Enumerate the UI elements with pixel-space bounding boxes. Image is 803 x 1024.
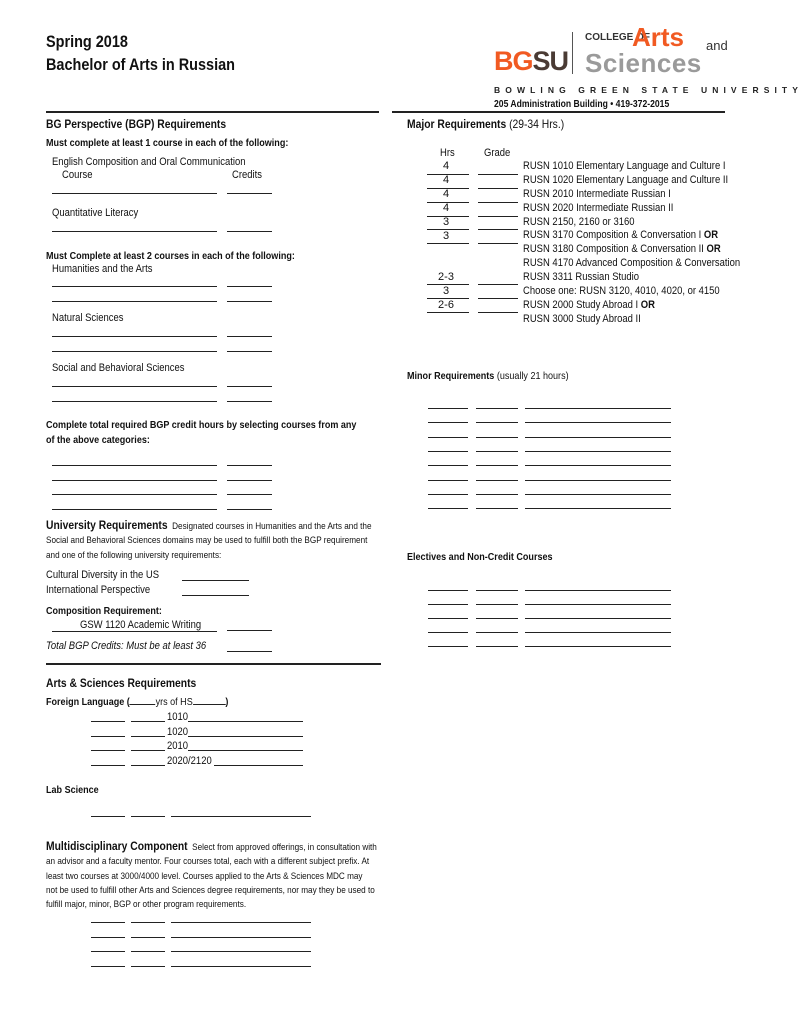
minor-line[interactable] (525, 437, 671, 438)
elective-line[interactable] (525, 632, 671, 633)
artsci-heading: Arts & Sciences Requirements (46, 676, 197, 690)
bgp-heading: BG Perspective (BGP) Requirements (46, 117, 227, 131)
foreign-language: Foreign Language ( yrs of HS ) (46, 696, 229, 708)
major-course: RUSN 1020 Elementary Language and Culture II (523, 173, 729, 186)
course-line[interactable] (52, 386, 217, 387)
minor-line[interactable] (525, 480, 671, 481)
hrs-line (427, 188, 469, 189)
hrs-line (427, 284, 469, 285)
minor-line[interactable] (476, 408, 518, 409)
hrs-value: 4 (442, 188, 450, 200)
fl-line[interactable] (91, 721, 125, 722)
logo-sciences: Sciences (585, 48, 702, 78)
logo-and: and (706, 38, 728, 53)
major-course: Choose one: RUSN 3120, 4010, 4020, or 4150 (523, 285, 720, 298)
hrs-line (427, 229, 469, 230)
credits-line[interactable] (227, 401, 272, 402)
course-line[interactable] (52, 494, 217, 495)
hrs-line (427, 202, 469, 203)
mdc-heading: Multidisciplinary Component (46, 839, 188, 853)
minor-line[interactable] (428, 422, 468, 423)
hrs-value: 4 (442, 174, 450, 186)
major-course: RUSN 3000 Study Abroad II (523, 312, 641, 325)
lab-science-heading: Lab Science (46, 784, 99, 796)
university-requirements: University Requirements Designated courses in Humanities and the Arts and the Social and Behavioral Sciences domains may be used to fulfill both the BGP requirement and one of the following university requirements: (46, 518, 372, 561)
composition-heading: Composition Requirement: (46, 605, 162, 617)
major-course: RUSN 4170 Advanced Composition & Conversation (523, 257, 741, 270)
hrs-line (427, 174, 469, 175)
hrs-value: 3 (442, 285, 450, 297)
complete-total: Complete total required BGP credit hours by selecting courses from any of the above categories: (46, 419, 357, 446)
lab-line[interactable] (171, 816, 311, 817)
minor-line[interactable] (476, 508, 518, 509)
humanities-label: Humanities and the Arts (52, 263, 153, 275)
minor-line[interactable] (476, 480, 518, 481)
mdc-line[interactable] (91, 951, 125, 952)
fl-line[interactable] (188, 736, 303, 737)
elective-line[interactable] (525, 618, 671, 619)
course-line[interactable] (52, 193, 217, 194)
section-rule (46, 663, 381, 665)
gsw-course: GSW 1120 Academic Writing (80, 619, 202, 631)
univ-heading: University Requirements (46, 518, 168, 532)
mdc-line[interactable] (131, 937, 165, 938)
fl-line[interactable] (188, 750, 303, 751)
credits-line[interactable] (227, 651, 272, 652)
fl-level: 2010 (167, 740, 189, 752)
minor-line[interactable] (476, 465, 518, 466)
major-course: RUSN 3311 Russian Studio (523, 271, 640, 284)
credits-col-label: Credits (232, 169, 262, 181)
electives-heading: Electives and Non-Credit Courses (407, 551, 553, 563)
elective-line[interactable] (428, 646, 468, 647)
hrs-value: 4 (442, 202, 450, 214)
intl-line[interactable] (182, 595, 249, 596)
credits-line[interactable] (227, 351, 272, 352)
minor-line[interactable] (525, 422, 671, 423)
credits-line[interactable] (227, 480, 272, 481)
credits-line[interactable] (227, 465, 272, 466)
elective-line[interactable] (525, 604, 671, 605)
course-line[interactable] (52, 336, 217, 337)
course-line[interactable] (52, 509, 217, 510)
minor-heading: Minor Requirements (usually 21 hours) (407, 370, 569, 382)
grade-line[interactable] (478, 202, 518, 203)
minor-line[interactable] (428, 480, 468, 481)
minor-line[interactable] (476, 451, 518, 452)
hrs-col-label: Hrs (440, 147, 455, 159)
course-line[interactable] (52, 480, 217, 481)
grade-col-label: Grade (484, 147, 511, 159)
major-course: RUSN 2150, 2160 or 3160 (523, 215, 635, 228)
hrs-line (427, 298, 469, 299)
mdc-block: Multidisciplinary Component Select from approved offerings, in consultation with an advisor and a faculty mentor. Four courses total, each with a different subject prefix. At least two courses at 3000/4000 level. Courses applied to the Arts & Sciences MDC may not be used to fulfill other Arts and Sciences degree requirements, nor may they be used to fulfill major, minor, BGP or other program requirements. (46, 839, 377, 911)
course-line[interactable] (52, 231, 217, 232)
elective-line[interactable] (525, 646, 671, 647)
fl-line[interactable] (91, 765, 125, 766)
total-bgp: Total BGP Credits: Must be at least 36 (46, 640, 207, 652)
fl-line[interactable] (131, 765, 165, 766)
credits-line[interactable] (227, 231, 272, 232)
minor-line[interactable] (525, 465, 671, 466)
minor-line[interactable] (476, 494, 518, 495)
gsw-line (52, 631, 217, 632)
cultural-label: Cultural Diversity in the US (46, 569, 160, 581)
elective-line[interactable] (476, 618, 518, 619)
minor-line[interactable] (525, 451, 671, 452)
major-course: RUSN 1010 Elementary Language and Culture I (523, 160, 726, 172)
elective-line[interactable] (476, 590, 518, 591)
grade-line[interactable] (478, 298, 518, 299)
address: 205 Administration Building • 419-372-2015 (494, 99, 670, 110)
quant-label: Quantitative Literacy (52, 207, 139, 219)
elective-line[interactable] (428, 618, 468, 619)
grade-line[interactable] (478, 216, 518, 217)
major-course: RUSN 2020 Intermediate Russian II (523, 201, 674, 214)
fl-line[interactable] (131, 736, 165, 737)
logo-arts: Arts (632, 22, 685, 52)
mdc-line[interactable] (131, 966, 165, 967)
social-label: Social and Behavioral Sciences (52, 362, 185, 374)
hrs-line (427, 312, 469, 313)
section-rule (392, 111, 725, 113)
fl-line[interactable] (91, 736, 125, 737)
hrs-value: 3 (442, 216, 450, 228)
minor-line[interactable] (525, 408, 671, 409)
grade-line[interactable] (478, 243, 518, 244)
term: Spring 2018 (46, 32, 128, 51)
major-course: RUSN 3180 Composition & Conversation II OR (523, 243, 721, 256)
elective-line[interactable] (476, 604, 518, 605)
credits-line[interactable] (227, 301, 272, 302)
hrs-value: 2-6 (438, 299, 454, 311)
course-col-label: Course (62, 169, 93, 181)
mdc-line[interactable] (171, 951, 311, 952)
hrs-line (427, 243, 469, 244)
lab-line[interactable] (91, 816, 125, 817)
hrs-value: 2-3 (438, 271, 454, 283)
minor-line[interactable] (428, 451, 468, 452)
credits-line[interactable] (227, 386, 272, 387)
logo-divider (572, 32, 573, 74)
fl-line[interactable] (214, 765, 303, 766)
fl-level: 1020 (167, 726, 189, 738)
course-line[interactable] (52, 401, 217, 402)
credits-line[interactable] (227, 193, 272, 194)
fl-line[interactable] (188, 721, 303, 722)
university-name: BOWLING GREEN STATE UNIVERSITY (494, 85, 803, 95)
mdc-line[interactable] (171, 922, 311, 923)
minor-line[interactable] (428, 465, 468, 466)
course-line[interactable] (52, 351, 217, 352)
minor-line[interactable] (428, 408, 468, 409)
elective-line[interactable] (476, 632, 518, 633)
grade-line[interactable] (478, 284, 518, 285)
mdc-line[interactable] (91, 937, 125, 938)
hrs-line (427, 216, 469, 217)
mdc-line[interactable] (171, 966, 311, 967)
minor-line[interactable] (428, 437, 468, 438)
minor-line[interactable] (476, 422, 518, 423)
hrs-value: 4 (442, 160, 450, 172)
mdc-line[interactable] (91, 922, 125, 923)
page-title (46, 30, 235, 76)
section-rule (46, 111, 379, 113)
fl-level: 1010 (167, 711, 189, 723)
elective-line[interactable] (525, 590, 671, 591)
hrs-value: 3 (442, 230, 450, 242)
credits-line[interactable] (227, 286, 272, 287)
mdc-line[interactable] (131, 922, 165, 923)
major-course: RUSN 2000 Study Abroad I OR (523, 298, 655, 311)
english-label: English Composition and Oral Communication (52, 156, 246, 168)
cultural-line[interactable] (182, 580, 249, 581)
course-line[interactable] (52, 286, 217, 287)
minor-line[interactable] (476, 437, 518, 438)
minor-line[interactable] (428, 494, 468, 495)
minor-line[interactable] (428, 508, 468, 509)
credits-line[interactable] (227, 509, 272, 510)
course-line[interactable] (52, 301, 217, 302)
minor-line[interactable] (525, 508, 671, 509)
fl-line[interactable] (131, 750, 165, 751)
major-course: RUSN 2010 Intermediate Russian I (523, 187, 671, 200)
major-course-list (523, 160, 776, 327)
major-course: RUSN 3170 Composition & Conversation I OR (523, 229, 719, 242)
intl-label: International Perspective (46, 584, 151, 596)
credits-line[interactable] (227, 630, 272, 631)
bgsu-logo: BGSU (494, 46, 569, 76)
mdc-line[interactable] (171, 937, 311, 938)
mdc-line[interactable] (91, 966, 125, 967)
elective-line[interactable] (476, 646, 518, 647)
grade-line[interactable] (478, 174, 518, 175)
logo-college-of: COLLEGE OF (585, 32, 650, 43)
natural-label: Natural Sciences (52, 312, 124, 324)
mdc-line[interactable] (131, 951, 165, 952)
grade-line[interactable] (478, 188, 518, 189)
elective-line[interactable] (428, 632, 468, 633)
fl-line[interactable] (91, 750, 125, 751)
minor-line[interactable] (525, 494, 671, 495)
credits-line[interactable] (227, 336, 272, 337)
degree-name: Bachelor of Arts in Russian (46, 55, 235, 74)
elective-line[interactable] (428, 604, 468, 605)
fl-level: 2020/2120 (167, 755, 212, 767)
elective-line[interactable] (428, 590, 468, 591)
major-heading: Major Requirements (29-34 Hrs.) (407, 117, 565, 131)
course-line[interactable] (52, 465, 217, 466)
grade-line[interactable] (478, 229, 518, 230)
credits-line[interactable] (227, 494, 272, 495)
lab-line[interactable] (131, 816, 165, 817)
grade-line[interactable] (478, 312, 518, 313)
must-complete-one: Must complete at least 1 course in each of the following: (46, 137, 289, 149)
fl-line[interactable] (131, 721, 165, 722)
must-complete-two: Must Complete at least 2 courses in each of the following: (46, 250, 295, 262)
